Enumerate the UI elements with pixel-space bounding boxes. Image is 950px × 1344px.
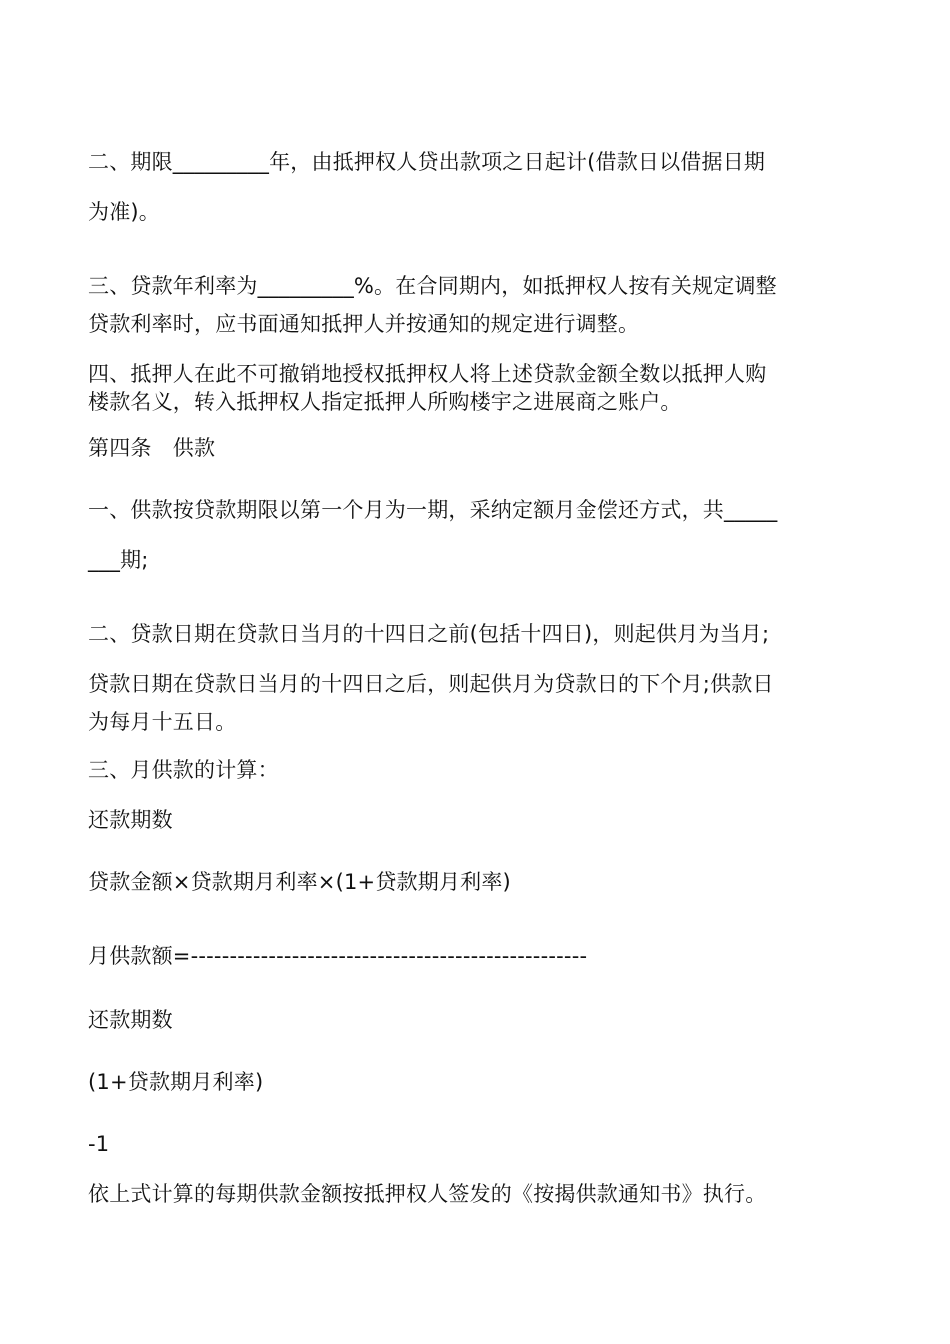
formula-periods-label: 还款期数 [88,808,173,832]
clause-2-term-line-2: 为准)。 [88,200,160,224]
payment-clause-2-line-1: 二、贷款日期在贷款日当月的十四日之前(包括十四日)，则起供月为当月; [88,622,770,646]
payment-clause-1-line-2: ___期; [88,548,149,572]
formula-denominator: (1+贷款期月利率) [88,1070,264,1094]
formula-numerator: 贷款金额×贷款期月利率×(1+贷款期月利率) [88,870,511,894]
clause-4-authorization-line-2: 楼款名义，转入抵押权人指定抵押人所购楼宇之进展商之账户。 [88,390,682,414]
formula-monthly-payment: 月供款额=--------------------------------------------------- [88,944,588,968]
payment-clause-2-line-2: 贷款日期在贷款日当月的十四日之后，则起供月为贷款日的下个月;供款日 [88,672,774,696]
clause-3-interest-line-2: 贷款利率时，应书面通知抵押人并按通知的规定进行调整。 [88,312,640,336]
clause-2-term-line-1: 二、期限_________年，由抵押权人贷出款项之日起计(借款日以借据日期 [88,150,766,174]
execution-note: 依上式计算的每期供款金额按抵押权人签发的《按揭供款通知书》执行。 [88,1182,767,1206]
payment-clause-1-line-1: 一、供款按贷款期限以第一个月为一期，采纳定额月金偿还方式，共_____ [88,498,778,522]
payment-clause-3-heading: 三、月供款的计算： [88,758,279,782]
payment-clause-2-line-3: 为每月十五日。 [88,710,237,734]
formula-periods-label-2: 还款期数 [88,1008,173,1032]
clause-3-interest-line-1: 三、贷款年利率为_________%。在合同期内，如抵押权人按有关规定调整 [88,274,777,298]
clause-4-authorization-line-1: 四、抵押人在此不可撤销地授权抵押权人将上述贷款金额全数以抵押人购 [88,362,767,386]
formula-minus-one: -1 [88,1132,110,1156]
article-4-heading: 第四条 供款 [88,436,216,460]
